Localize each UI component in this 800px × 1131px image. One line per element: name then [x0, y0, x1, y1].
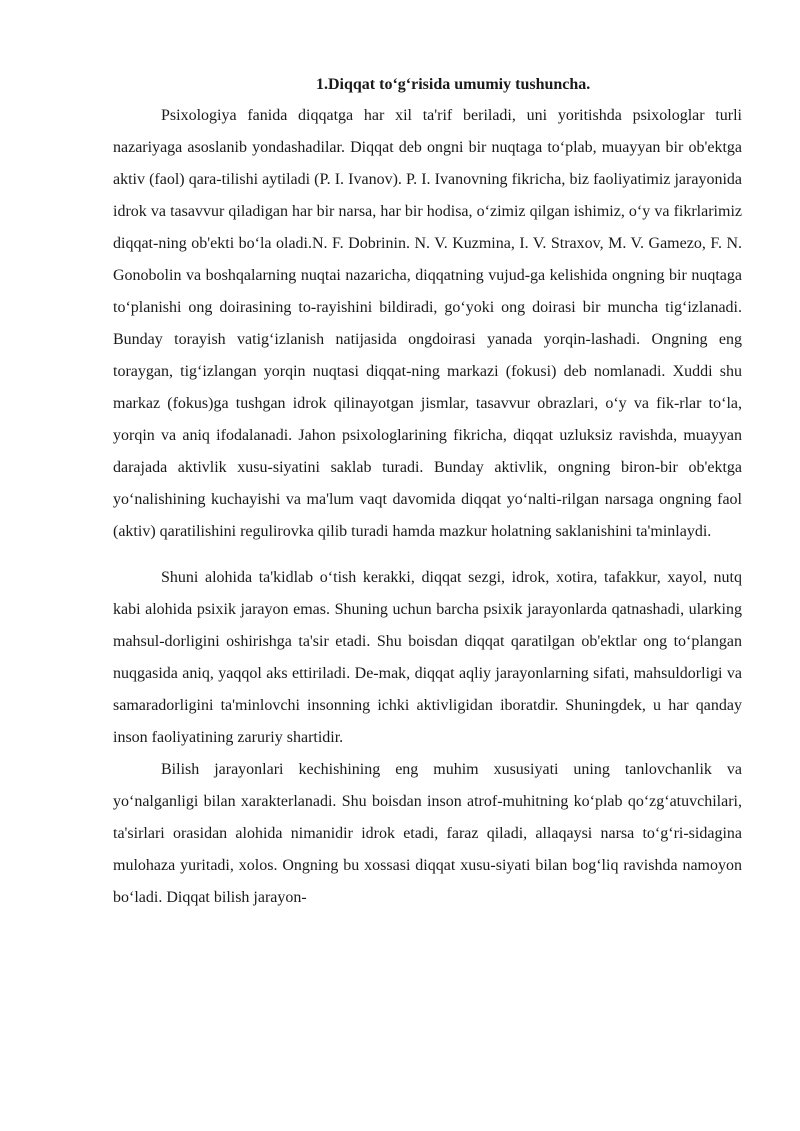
paragraph-3: Bilish jarayonlari kechishining eng muhim xususiyati uning tanlovchanlik va yo‘nalganligi bilan xarakterlanadi. Shu boisdan inson atrof-muhitning ko‘plab qo‘zg‘atuvchilari, ta'sirlari orasidan alohida nimanidir idrok etadi, faraz qiladi, allaqaysi narsa to‘g‘ri-sidagina mulohaza yuritadi, xolos. Ongning bu xossasi diqqat xusu-siyati bilan bog‘liq ravishda namoyon bo‘ladi. Diqqat bilish jarayon-: [113, 761, 742, 906]
document-body: [113, 74, 742, 914]
paragraph-2: Shuni alohida ta'kidlab o‘tish kerakki, diqqat sezgi, idrok, xotira, tafakkur, xayol, nutq kabi alohida psixik jarayon emas. Shuning uchun barcha psixik jarayonlarda qatnashadi, ularking mahsul-dorligini oshirishga ta'sir etadi. Shu boisdan diqqat qaratilgan ob'ektlar ong to‘plangan nuqgasida aniq, yaqqol aks ettiriladi. De-mak, diqqat aqliy jarayonlarning sifati, mahsuldorligi va samaradorligini ta'minlovchi insonning ichki aktivligidan iboratdir. Shuningdek, u har qanday inson faoliyatining zaruriy shartidir.: [113, 569, 742, 746]
paragraph-1: Psixologiya fanida diqqatga har xil ta'rif beriladi, uni yoritishda psixologlar turli nazariyaga asoslanib yondashadilar. Diqqat deb ongni bir nuqtaga to‘plab, muayyan bir ob'ektga aktiv (faol) qara-tilishi aytiladi (P. I. Ivanov). P. I. Ivanovning fikricha, biz faoliyatimiz jarayonida idrok va tasavvur qiladigan har bir narsa, har bir hodisa, o‘zimiz qilgan ishimiz, o‘y va fikrlarimiz diqqat-ning ob'ekti bo‘la oladi.N. F. Dobrinin. N. V. Kuzmina, I. V. Straxov, M. V. Gamezo, F. N. Gonobolin va boshqalarning nuqtai nazaricha, diqqatning vujud-ga kelishida ongning bir nuqtaga to‘planishi ong doirasining to-rayishini bildiradi, go‘yoki ong doirasi bir muncha tig‘izlanadi. Bunday torayish vatig‘izlanish natijasida ongdoirasi yanada yorqin-lashadi. Ongning eng toraygan, tig‘izlangan yorqin nuqtasi diqqat-ning markazi (fokusi) deb nomlanadi. Xuddi shu markaz (fokus)ga tushgan idrok qilinayotgan jismlar, tasavvur obrazlari, o‘y va fik-rlar to‘la, yorqin va aniq ifodalanadi. Jahon psixologlarining fikricha, diqqat uzluksiz ravishda, muayyan darajada aktivlik xusu-siyatini saklab turadi. Bunday aktivlik, ongning biron-bir ob'ektga yo‘nalishining kuchayishi va ma'lum vaqt davomida diqqat yo‘nalti-rilgan narsaga ongning faol (aktiv) qaratilishini regulirovka qilib turadi hamda mazkur holatning saklanishini ta'minlaydi.: [113, 107, 742, 540]
section-title: 1.Diqqat to‘g‘risida umumiy tushuncha.: [316, 76, 591, 93]
